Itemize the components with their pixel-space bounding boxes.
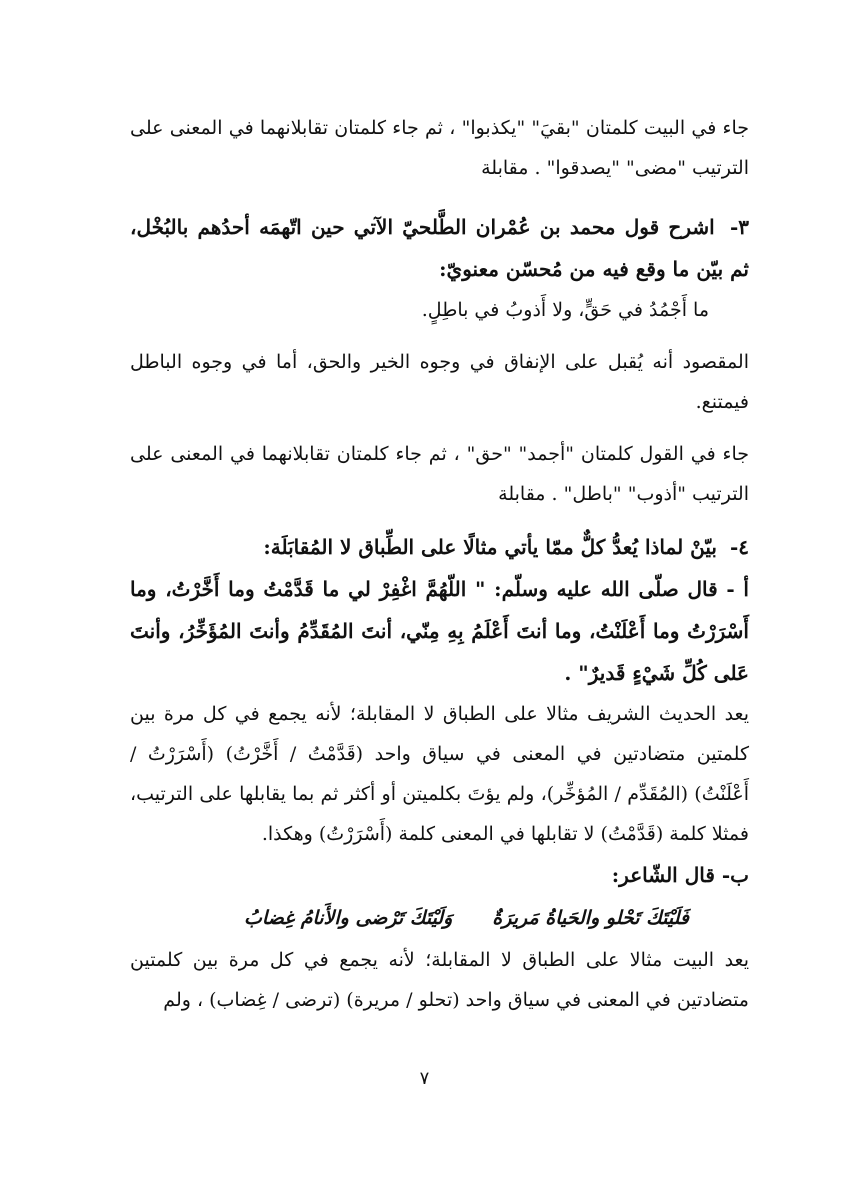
- question-4b-prompt: [130, 854, 749, 896]
- question-4-number: ٤-: [729, 535, 749, 559]
- question-3-number: ٣-: [729, 215, 749, 239]
- page-number: ٧: [419, 1068, 430, 1089]
- question-4-heading: [130, 526, 749, 568]
- question-4b-label: ب-: [721, 863, 749, 887]
- spacer: [130, 330, 749, 342]
- question-4b-text: قال الشّاعر:: [611, 863, 715, 887]
- question-4a-answer: يعد الحديث الشريف مثالا على الطباق لا المقابلة؛ لأنه يجمع في كل مرة بين كلمتين متضادتين في المعنى في سياق واحد (قَدَّمْتُ / أَخَّرْتُ) (أَسْرَرْتُ / أَعْلَنْتُ) (المُقَدِّم / المُؤخِّر)، ولم يؤتَ بكلميتن أو أكثر ثم بما يقابلها على الترتيب، فمثلا كلمة (قَدَّمْتُ) لا تقابلها في المعنى كلمة (أَسْرَرْتُ) وهكذا.: [130, 703, 749, 845]
- spacer: [130, 188, 749, 206]
- question-3-quote: ما أَجْمُدُ في حَقٍّ، ولا أَذوبُ في باطِلٍ.: [421, 299, 709, 321]
- question-3-heading: [130, 206, 749, 290]
- spacer: [130, 514, 749, 526]
- question-4-text: بيّنْ لماذا يُعدُّ كلٌّ ممّا يأتي مثالًا على الطِّباق لا المُقابَلَة:: [263, 535, 717, 559]
- question-4b-answer: يعد البيت مثالا على الطباق لا المقابلة؛ لأنه يجمع في كل مرة بين كلمتين متضادتين في المعنى في سياق واحد (تحلو / مريرة) (ترضى / غِضاب) ، ولم: [130, 949, 749, 1011]
- question-3-meaning: المقصود أنه يُقبل على الإنفاق في وجوه الخير والحق، أما في وجوه الباطل فيمتنع.: [130, 351, 749, 413]
- question-4a-label: أ -: [726, 577, 749, 601]
- poem-hemistich-second: وَلَيْتَكَ تَرْضى والأَنامُ غِضابُ: [244, 907, 453, 929]
- poem-hemistich-first: فَلَيْتَكَ تَحْلو والحَياةُ مَريرَةٌ: [492, 907, 689, 929]
- question-4a-text: قال صلّى الله عليه وسلّم: " اللّهُمَّ اغْفِرْ لي ما قَدَّمْتُ وما أَخَّرْتُ، وما أَسْرَرْتُ وما أَعْلَنْتُ، وما أنتَ أَعْلَمُ بِهِ مِنّي، أنتَ المُقَدِّمُ وأنتَ المُؤَخِّرُ، وأنتَ عَلى كُلِّ شَيْءٍ قَديرٌ" .: [130, 577, 749, 685]
- question-4a-prompt: [130, 568, 749, 694]
- spacer: [130, 422, 749, 434]
- paragraph-answer-2: جاء في البيت كلمتان "بقيَ" "يكذبوا" ، ثم جاء كلمتان تقابلانهما في المعنى على الترتيب "مضى" "يصدقوا" . مقابلة: [130, 117, 749, 179]
- question-3-text: اشرح قول محمد بن عُمْران الطَّلحيّ الآتي حين اتّهمَه أحدُهم بالبُخْل، ثم بيّن ما وقع فيه من مُحسّن معنويّ:: [130, 215, 749, 281]
- question-3-answer: جاء في القول كلمتان "أجمد" "حق" ، ثم جاء كلمتان تقابلانهما في المعنى على الترتيب "أذوب" "باطل" . مقابلة: [130, 443, 749, 505]
- poem-verse: [130, 896, 689, 940]
